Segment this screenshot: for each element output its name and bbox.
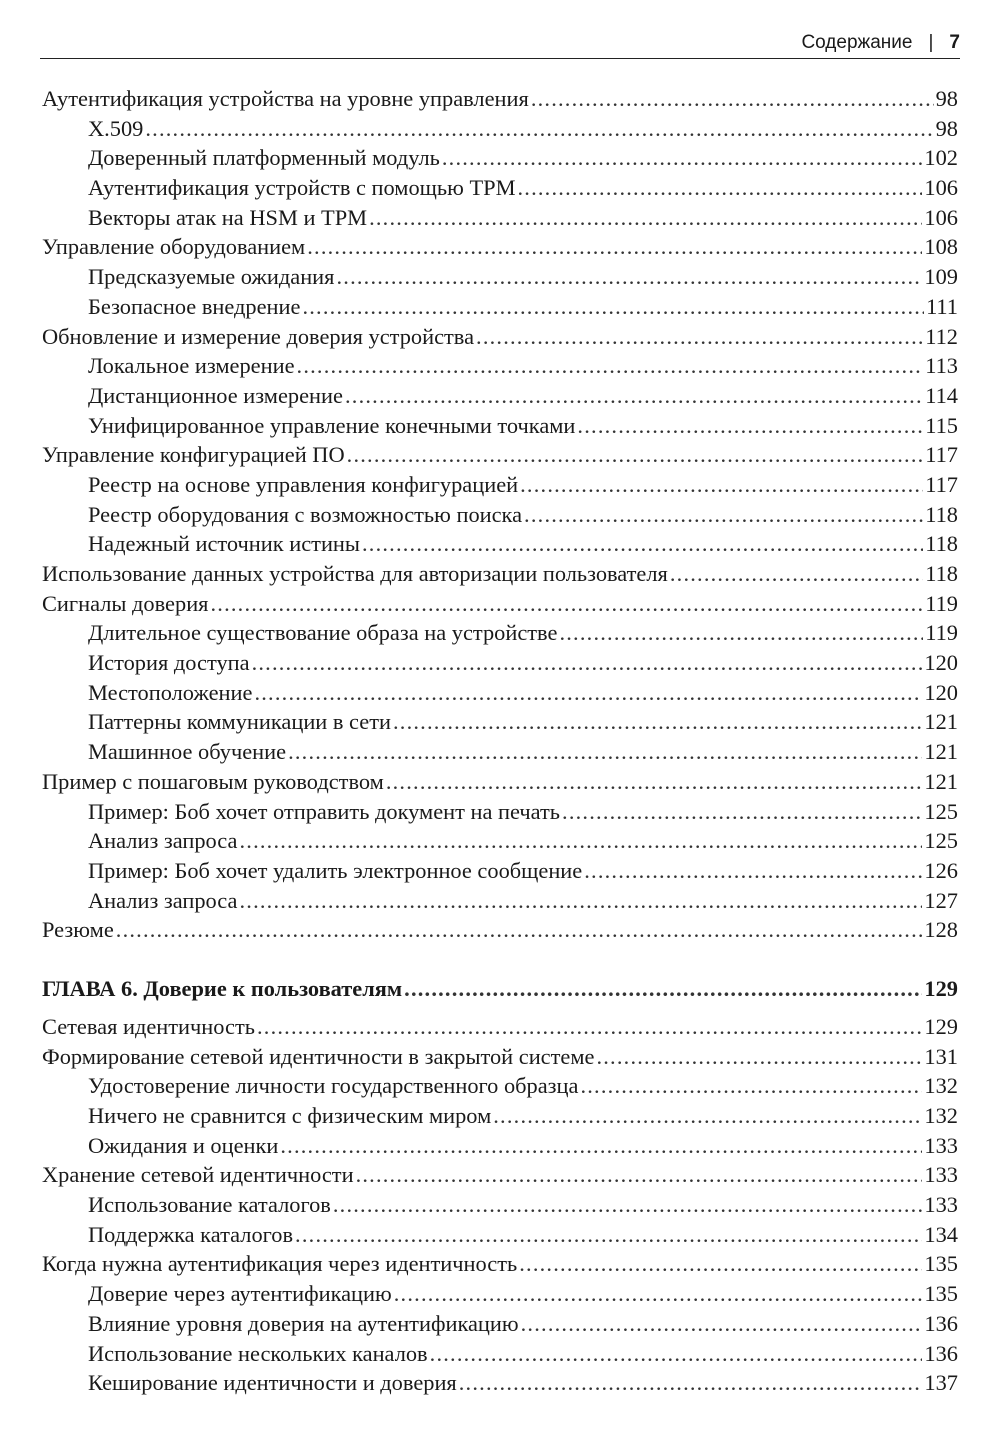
toc-entry-page: 118 (925, 501, 958, 527)
toc-entry-page: 121 (924, 768, 958, 794)
toc-entry-page: 133 (924, 1162, 958, 1188)
table-of-contents (42, 84, 958, 1398)
toc-entry-title: Ожидания и оценки (88, 1132, 279, 1158)
dot-leader (404, 974, 922, 1004)
toc-subsection-entry[interactable] (42, 1190, 958, 1220)
toc-subsection-entry[interactable] (42, 1309, 958, 1339)
toc-entry-title: Пример с пошаговым руководством (42, 768, 384, 794)
toc-entry-title: Пример: Боб хочет отправить документ на печать (88, 798, 561, 824)
toc-entry-page: 98 (935, 115, 958, 141)
toc-entry-page: 133 (924, 1132, 958, 1158)
dot-leader (459, 1368, 923, 1398)
toc-entry-page: 118 (925, 561, 958, 586)
toc-subsection-entry[interactable] (42, 856, 958, 886)
dot-leader (288, 737, 922, 767)
toc-entry-title: Управление оборудованием (42, 234, 306, 260)
running-header-title: Содержание (801, 32, 913, 53)
toc-entry-page: 113 (925, 353, 958, 379)
toc-section-entry[interactable] (42, 1042, 958, 1072)
toc-entry-title: Резюме (42, 917, 114, 943)
toc-subsection-entry[interactable] (42, 1339, 958, 1369)
dot-leader (577, 411, 923, 441)
toc-subsection-entry[interactable] (42, 143, 958, 173)
toc-section-entry[interactable] (42, 232, 958, 262)
toc-entry-title: Реестр на основе управления конфигурацией (88, 471, 519, 497)
toc-section-entry[interactable] (42, 1249, 958, 1279)
toc-entry-title: Доверие через аутентификацию (88, 1281, 392, 1307)
toc-entry-title: X.509 (88, 115, 144, 141)
toc-subsection-entry[interactable] (42, 529, 958, 559)
dot-leader (524, 500, 923, 530)
toc-entry-title: Хранение сетевой идентичности (42, 1162, 354, 1188)
toc-entry-title: Формирование сетевой идентичности в закрытой системе (42, 1043, 595, 1069)
toc-entry-page: 135 (924, 1281, 958, 1307)
toc-entry-title: Когда нужна аутентификация через идентичность (42, 1251, 518, 1277)
toc-entry-page: 119 (925, 620, 958, 646)
toc-section-entry[interactable] (42, 589, 958, 619)
toc-entry-title: Унифицированное управление конечными точками (88, 412, 576, 438)
toc-section-entry[interactable] (42, 559, 958, 589)
chapter-heading[interactable] (42, 974, 958, 1004)
dot-leader (596, 1042, 922, 1072)
dot-leader (369, 203, 922, 233)
toc-section-entry[interactable] (42, 1012, 958, 1042)
toc-entry-title: Дистанционное измерение (88, 382, 343, 408)
dot-leader (393, 707, 922, 737)
dot-leader (562, 797, 922, 827)
toc-entry-page: 118 (925, 531, 958, 557)
dot-leader (580, 1071, 922, 1101)
toc-subsection-entry[interactable] (42, 797, 958, 827)
toc-subsection-entry[interactable] (42, 678, 958, 708)
toc-subsection-entry[interactable] (42, 292, 958, 322)
toc-subsection-entry[interactable] (42, 262, 958, 292)
toc-entry-title: Ничего не сравнится с физическим миром (88, 1103, 492, 1128)
toc-entry-page: 112 (925, 323, 958, 349)
toc-entry-title: Длительное существование образа на устройстве (88, 620, 558, 646)
toc-entry-page: 125 (924, 798, 958, 824)
toc-entry-title: Местоположение (88, 679, 253, 705)
toc-entry-title: История доступа (88, 650, 250, 676)
toc-entry-page: 102 (924, 145, 958, 171)
toc-entry-title: Аутентификация устройства на уровне управления (42, 86, 529, 111)
toc-subsection-entry[interactable] (42, 886, 958, 916)
dot-leader (254, 678, 922, 708)
toc-entry-page: 127 (924, 887, 958, 913)
toc-subsection-entry[interactable] (42, 173, 958, 203)
toc-entry-page: 108 (924, 234, 958, 260)
dot-leader (239, 826, 922, 856)
dot-leader (336, 262, 922, 292)
toc-entry-title: Аутентификация устройств с помощью TPM (88, 175, 516, 201)
toc-subsection-entry[interactable] (42, 470, 958, 500)
dot-leader (356, 1160, 923, 1190)
toc-entry-page: 120 (924, 679, 958, 705)
dot-leader (345, 381, 923, 411)
toc-entry-page: 136 (924, 1310, 958, 1336)
toc-entry-title: Поддержка каталогов (88, 1221, 294, 1247)
chapter-title: ГЛАВА 6. Доверие к пользователям (42, 975, 403, 1001)
toc-entry-title: Паттерны коммуникации в сети (88, 709, 391, 735)
toc-entry-page: 129 (924, 1013, 958, 1039)
dot-leader (520, 470, 923, 500)
toc-entry-page: 121 (924, 709, 958, 735)
running-header-separator: | (928, 32, 934, 53)
toc-entry-page: 106 (924, 204, 958, 230)
toc-entry-page: 111 (926, 293, 958, 319)
dot-leader (531, 84, 934, 114)
page-number: 7 (949, 32, 960, 53)
toc-entry-title: Предсказуемые ожидания (88, 264, 335, 290)
toc-section-entry[interactable] (42, 915, 958, 945)
dot-leader (386, 767, 923, 797)
page-header (40, 28, 960, 59)
toc-entry-title: Удостоверение личности государственного образца (88, 1073, 579, 1099)
toc-section-entry[interactable] (42, 440, 958, 470)
toc-subsection-entry[interactable] (42, 1220, 958, 1250)
toc-subsection-entry[interactable] (42, 648, 958, 678)
dot-leader (493, 1101, 922, 1131)
toc-section-top (42, 84, 958, 945)
toc-subsection-entry[interactable] (42, 351, 958, 381)
dot-leader (442, 143, 923, 173)
toc-entry-page: 117 (925, 471, 958, 497)
toc-entry-title: Сигналы доверия (42, 590, 209, 616)
toc-entry-title: Обновление и измерение доверия устройства (42, 323, 475, 349)
dot-leader (257, 1012, 922, 1042)
toc-entry-title: Надежный источник истины (88, 531, 360, 557)
toc-entry-page: 133 (924, 1192, 958, 1218)
toc-subsection-entry[interactable] (42, 707, 958, 737)
dot-leader (252, 648, 923, 678)
toc-entry-title: Использование каталогов (88, 1192, 331, 1218)
dot-leader (519, 1249, 922, 1279)
toc-subsection-entry[interactable] (42, 203, 958, 233)
dot-leader (430, 1339, 923, 1369)
toc-subsection-entry[interactable] (42, 826, 958, 856)
toc-entry-title: Влияние уровня доверия на аутентификацию (88, 1310, 519, 1336)
toc-entry-page: 114 (925, 382, 958, 408)
toc-entry-title: Использование нескольких каналов (88, 1340, 428, 1366)
toc-subsection-entry[interactable] (42, 1279, 958, 1309)
toc-subsection-entry[interactable] (42, 1368, 958, 1398)
toc-entry-page: 137 (924, 1370, 958, 1396)
toc-subsection-entry[interactable] (42, 114, 958, 144)
dot-leader (333, 1190, 923, 1220)
dot-leader (295, 1220, 922, 1250)
dot-leader (670, 559, 923, 589)
toc-subsection-entry[interactable] (42, 1071, 958, 1101)
toc-entry-page: 98 (935, 86, 958, 111)
toc-entry-page: 115 (925, 412, 958, 438)
dot-leader (210, 589, 923, 619)
toc-entry-title: Доверенный платформенный модуль (88, 145, 440, 171)
toc-entry-title: Анализ запроса (88, 887, 238, 913)
toc-entry-page: 131 (924, 1043, 958, 1069)
dot-leader (347, 440, 924, 470)
dot-leader (476, 322, 923, 352)
toc-section-entry[interactable] (42, 322, 958, 352)
dot-leader (584, 856, 922, 886)
dot-leader (145, 114, 933, 144)
toc-entry-page: 128 (924, 917, 958, 943)
toc-section-entry[interactable] (42, 1160, 958, 1190)
toc-entry-page: 121 (924, 739, 958, 765)
toc-entry-page: 109 (924, 264, 958, 290)
dot-leader (297, 351, 924, 381)
toc-subsection-entry[interactable] (42, 737, 958, 767)
dot-leader (307, 232, 922, 262)
dot-leader (280, 1131, 922, 1161)
toc-entry-title: Использование данных устройства для авторизации пользователя (42, 561, 668, 586)
toc-entry-title: Управление конфигурацией ПО (42, 442, 345, 468)
toc-subsection-entry[interactable] (42, 1101, 958, 1131)
toc-entry-title: Безопасное внедрение (88, 293, 301, 319)
toc-subsection-entry[interactable] (42, 618, 958, 648)
toc-entry-page: 132 (924, 1103, 958, 1128)
toc-entry-title: Кеширование идентичности и доверия (88, 1370, 457, 1396)
toc-entry-page: 134 (924, 1221, 958, 1247)
chapter-page: 129 (924, 975, 958, 1001)
toc-entry-page: 126 (924, 857, 958, 883)
toc-subsection-entry[interactable] (42, 500, 958, 530)
toc-entry-page: 132 (924, 1073, 958, 1099)
dot-leader (362, 529, 923, 559)
toc-entry-title: Машинное обучение (88, 739, 287, 765)
toc-subsection-entry[interactable] (42, 411, 958, 441)
toc-section-entry[interactable] (42, 767, 958, 797)
toc-entry-page: 125 (924, 828, 958, 854)
toc-entry-page: 120 (924, 650, 958, 676)
dot-leader (559, 618, 923, 648)
toc-subsection-entry[interactable] (42, 1131, 958, 1161)
dot-leader (517, 173, 922, 203)
toc-entry-title: Векторы атак на HSM и TPM (88, 204, 368, 230)
toc-section-bottom (42, 1012, 958, 1398)
toc-entry-title: Анализ запроса (88, 828, 238, 854)
dot-leader (116, 915, 923, 945)
toc-entry-title: Реестр оборудования с возможностью поиска (88, 501, 523, 527)
toc-entry-page: 117 (925, 442, 958, 468)
toc-entry-page: 135 (924, 1251, 958, 1277)
toc-entry-title: Локальное измерение (88, 353, 295, 379)
toc-entry-title: Пример: Боб хочет удалить электронное сообщение (88, 857, 583, 883)
dot-leader (394, 1279, 923, 1309)
toc-entry-page: 119 (925, 590, 958, 616)
toc-section-entry[interactable] (42, 84, 958, 114)
toc-entry-page: 106 (924, 175, 958, 201)
toc-entry-page: 136 (924, 1340, 958, 1366)
dot-leader (302, 292, 924, 322)
toc-subsection-entry[interactable] (42, 381, 958, 411)
toc-entry-title: Сетевая идентичность (42, 1013, 255, 1039)
dot-leader (521, 1309, 923, 1339)
dot-leader (239, 886, 922, 916)
